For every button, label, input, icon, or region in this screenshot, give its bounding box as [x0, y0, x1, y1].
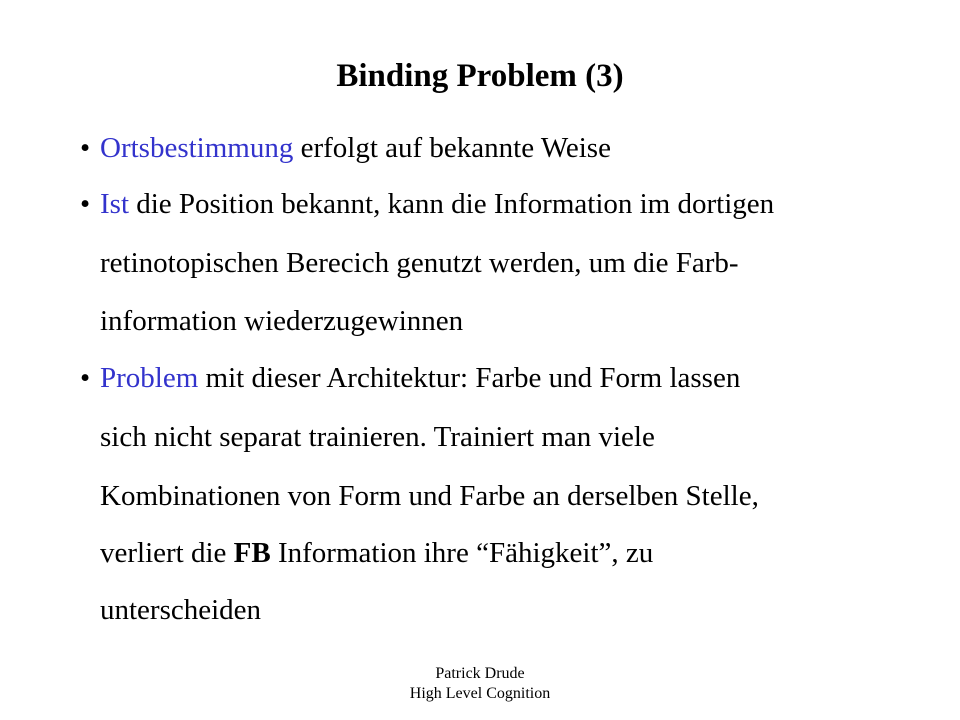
bullet-marker: •: [80, 362, 91, 394]
slide-title: Binding Problem (3): [336, 58, 624, 94]
bullet-continuation: unterscheiden: [100, 594, 262, 626]
bullet-text: erfolgt auf bekannte Weise: [293, 132, 611, 164]
footer-course: High Level Cognition: [409, 685, 551, 702]
footer-author: Patrick Drude: [435, 665, 525, 682]
bullet-item: [80, 130, 611, 166]
footer: [0, 664, 960, 704]
bullet-marker: •: [80, 188, 91, 220]
bullet-text: verliert die: [100, 537, 234, 569]
emphasis-term: FB: [233, 537, 271, 569]
bullet-text: Information ihre “Fähigkeit”, zu: [270, 537, 654, 569]
bullet-continuation: Kombinationen von Form und Farbe an derselben Stelle,: [100, 480, 759, 512]
accent-term: Problem: [100, 362, 199, 394]
bullet-continuation: information wiederzugewinnen: [100, 305, 464, 337]
bullet-text: die Position bekannt, kann die Information im dortigen: [129, 188, 775, 220]
bullet-item: [80, 360, 740, 396]
accent-term: Ist: [100, 188, 129, 220]
bullet-continuation: retinotopischen Berecich genutzt werden, um die Farb-: [100, 247, 739, 279]
bullet-continuation: [100, 535, 653, 571]
bullet-item: [80, 186, 774, 222]
bullet-marker: •: [80, 132, 91, 164]
bullet-text: mit dieser Architektur: Farbe und Form lassen: [198, 362, 741, 394]
accent-term: Ortsbestimmung: [100, 132, 294, 164]
bullet-continuation: sich nicht separat trainieren. Trainiert man viele: [100, 421, 655, 453]
